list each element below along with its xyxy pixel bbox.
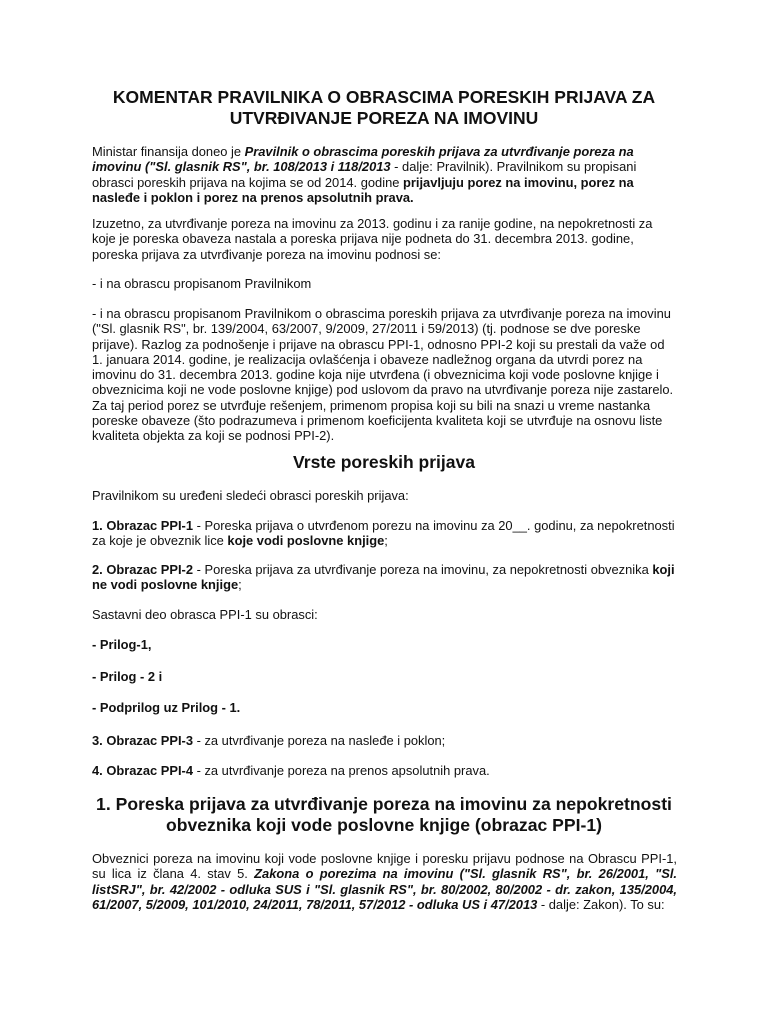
dash-item-2-paragraph: - i na obrascu propisanom Pravilnikom o obrascima poreskih prijava za utvrđivanje poreza na imovinu ("Sl. glasnik RS", br. 139/2004, 63/2007, 9/2009, 27/2011 i 59/2013) (tj. podnose se dve poreske prijave). Razlog za podnošenje i prijave na obrascu PPI-1, odnosno PPI-2 koji su prestali da važe od 1. januara 2014. godine, je realizacija ovlašćenja i obaveze nadležnog organa da utvrdi porez na imovinu do 31. decembra 2013. godine koja nije utvrđena (i obveznicima koji vode poslovne knjige i obveznicima koji ne vode poslovne knjige) pod uslovom da pravo na utvrđivanje poreza nije zastarelo. Za taj period porez se utvrđuje rešenjem, primenom propisa koji su bili na snazi u vreme nastanka poreske obaveze (što podrazumeva i primenom koeficijenta kvaliteta koji se utvrđuje na osnovu liste kvaliteta objekta za koji se podnosi PPI-2). [92, 306, 674, 444]
form-ppi2-item: 2. Obrazac PPI-2 - Poreska prijava za utvrđivanje poreza na imovinu, za nepokretnosti obveznika koji ne vodi poslovne knjige; [92, 562, 675, 593]
forms-intro: Pravilnikom su uređeni sledeći obrasci poreskih prijava: [92, 488, 409, 503]
exception-paragraph: Izuzetno, za utvrđivanje poreza na imovinu za 2013. godinu i za ranije godine, na nepokretnosti za koje je poreska obaveza nastala a poreska prijava nije podneta do 31. decembra 2013. godine, poreska prijava za utvrđivanje poreza na imovinu podnosi se: [92, 216, 653, 262]
intro-emphasis: prijavljuju porez na imovinu, porez na nasleđe i poklon i porez na prenos apsolutnih prava. [92, 174, 634, 205]
intro-text-c: - dalje: Pravilnik). Pravilnikom su propisani obrasci poreskih prijava na kojima se od 2014. godine [92, 159, 637, 190]
pravilnik-citation: Pravilnik o obrascima poreskih prijava za utvrđivanje poreza na imovinu ("Sl. glasnik RS", br. 108/2013 i 118/2013 [92, 144, 634, 175]
ppi1-components-intro: Sastavni deo obrasca PPI-1 su obrasci: [92, 607, 318, 622]
zakon-citation: Zakona o porezima na imovinu ("Sl. glasnik RS", br. 26/2001, "Sl. listSRJ", br. 42/2002 - odluka SUS i "Sl. glasnik RS", br. 80/2002, 80/2002 - dr. zakon, 135/2004, 61/2007, 5/2009, 101/2010, 24/2011, 78/2011, 57/2012 - odluka US i 47/2013 [92, 866, 677, 912]
section-heading-ppi1: 1. Poreska prijava za utvrđivanje poreza na imovinu za nepokretnosti obveznika koji vode poslovne knjige (obrazac PPI-1) [96, 794, 672, 835]
form-ppi1-label: 1. Obrazac PPI-1 [92, 518, 194, 533]
prilog-1-item: - Prilog-1, [92, 637, 152, 652]
section-heading-vrste: Vrste poreskih prijava [293, 452, 475, 472]
document-title: KOMENTAR PRAVILNIKA O OBRASCIMA PORESKIH PRIJAVA ZA UTVRĐIVANJE POREZA NA IMOVINU [112, 87, 656, 128]
dash-item-1: - i na obrascu propisanom Pravilnikom [92, 276, 312, 291]
podprilog-item: - Podprilog uz Prilog - 1. [92, 700, 241, 715]
intro-text-a: Ministar finansija doneo je [92, 144, 245, 159]
intro-paragraph [92, 144, 677, 205]
prilog-2-item: - Prilog - 2 i [92, 669, 163, 684]
form-ppi3-item: 3. Obrazac PPI-3 - za utvrđivanje poreza na nasleđe i poklon; [92, 733, 446, 748]
ppi1-obligors-paragraph: Obveznici poreza na imovinu koji vode poslovne knjige i poresku prijavu podnose na Obrascu PPI-1, su lica iz člana 4. stav 5. Zakona o porezima na imovinu ("Sl. glasnik RS", br. 26/2001, "Sl. listSRJ", br. 42/2002 - odluka SUS i "Sl. glasnik RS", br. 80/2002, 80/2002 - dr. zakon, 135/2004, 61/2007, 5/2009, 101/2010, 24/2011, 78/2011, 57/2012 - odluka US i 47/2013 - dalje: Zakon). To su: [92, 851, 677, 912]
form-ppi4-item: 4. Obrazac PPI-4 - za utvrđivanje poreza na prenos apsolutnih prava. [92, 763, 490, 778]
form-ppi2-label: 2. Obrazac PPI-2 [92, 562, 194, 577]
form-ppi4-label: 4. Obrazac PPI-4 [92, 763, 194, 778]
form-ppi1-item: 1. Obrazac PPI-1 - Poreska prijava o utvrđenom porezu na imovinu za 20__. godinu, za nepokretnosti za koje je obveznik lice koje vodi poslovne knjige; [92, 518, 675, 549]
form-ppi3-label: 3. Obrazac PPI-3 [92, 733, 194, 748]
